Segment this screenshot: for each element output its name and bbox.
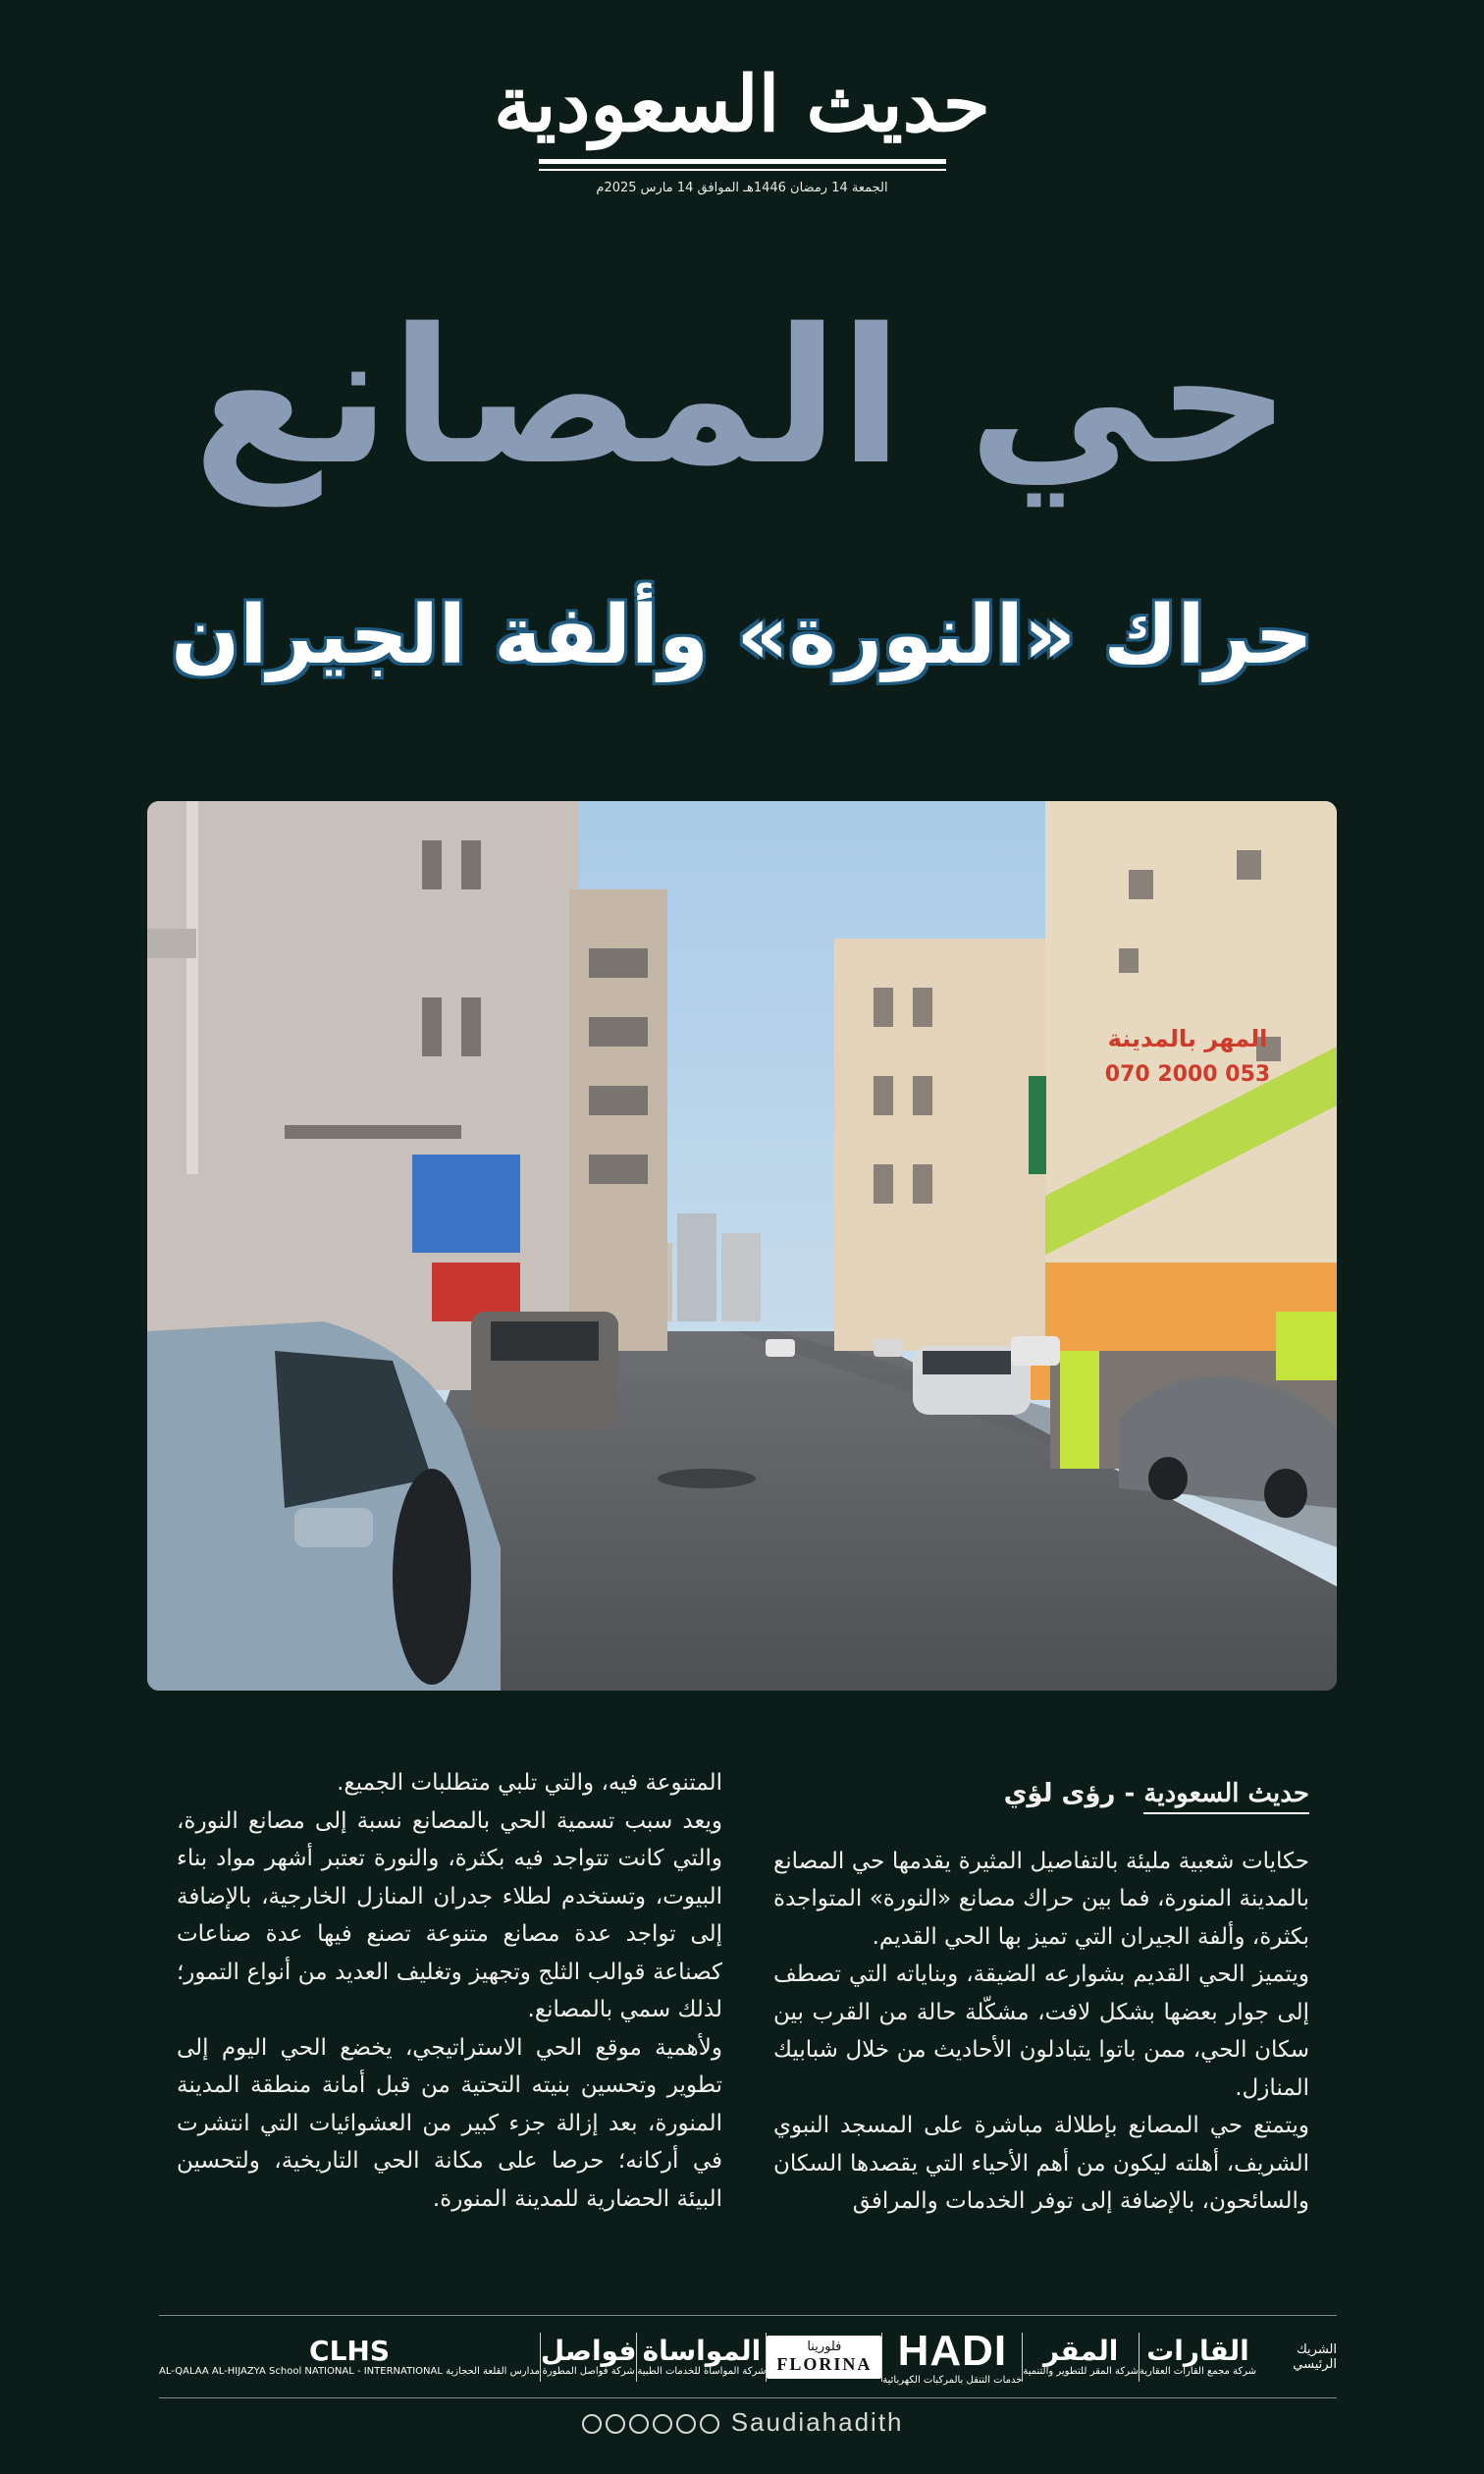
sponsor-divider: [766, 2333, 767, 2382]
headline: حي المصانع: [192, 289, 1292, 506]
sponsor-divider: [636, 2333, 637, 2382]
main-partner-label: الشريك الرئيسي: [1293, 2342, 1337, 2372]
sponsor-divider: [540, 2333, 541, 2382]
byline: [773, 1775, 1309, 1813]
paragraph: ويتمتع حي المصانع بإطلالة مباشرة على المسجد النبوي الشريف، أهلته ليكون من أهم الأحياء التي يقصدها السكان والسائحون، بالإضافة إلى توفر الخدمات والمرافق: [773, 2113, 1309, 2214]
sponsor-logo-florina: فلورينا FLORINA: [767, 2336, 881, 2378]
byline-author: - رؤى لؤي: [1003, 1779, 1144, 1808]
sponsor-logo-almouwasat: المواساة شركة المواساة للخدمات الطبية: [637, 2334, 767, 2378]
sponsor-logo-almaqar: المقر شركة المقر للتطوير والتنمية: [1023, 2334, 1139, 2378]
globe-icon[interactable]: [582, 2414, 602, 2434]
x-icon[interactable]: [629, 2414, 649, 2434]
byline-brand: حديث السعودية: [1143, 1779, 1309, 1814]
social-handle[interactable]: [0, 2407, 1484, 2438]
sponsor-logo-alqalaa-school: CLHS مدارس القلعة الحجازية AL-QALAA AL-HIJAZYA School NATIONAL - INTERNATIONAL: [159, 2334, 540, 2378]
paragraph: ويتميز الحي القديم بشوارعه الضيقة، وبناياته التي تصطف إلى جوار بعضها بشكل لافت، مشكّلة حالة من القرب بين سكان الحي، ممن باتوا يتبادلون الأحاديث من خلال شبابيك المنازل.: [773, 1962, 1309, 2101]
sponsor-divider: [1022, 2333, 1023, 2382]
sponsors-divider-bottom: [159, 2397, 1337, 2398]
subheadline: حراك «النورة» وألفة الجيران: [171, 589, 1313, 682]
masthead-rule: [539, 159, 946, 164]
masthead: [0, 59, 1484, 195]
youtube-icon[interactable]: [653, 2414, 672, 2434]
sponsor-logo-alqarat: القارات شركة مجمع القارات العقارية: [1139, 2334, 1257, 2378]
shop-sign-text: المهر بالمدينة: [1107, 1025, 1268, 1052]
sponsor-divider: [881, 2333, 882, 2382]
sponsors-bar: [159, 2323, 1337, 2392]
paragraph: المتنوعة فيه، والتي تلبي متطلبات الجميع.: [337, 1770, 722, 1796]
masthead-logo: حديث السعودية: [494, 60, 990, 149]
article-column-right: [773, 1775, 1309, 2221]
street-photo: [147, 801, 1337, 1691]
social-handle-text[interactable]: Saudiahadith: [730, 2407, 904, 2437]
paragraph: ولأهمية موقع الحي الاستراتيجي، يخضع الحي اليوم إلى تطوير وتحسين بنيته التحتية من قبل أمانة منطقة المدينة المنورة، بعد إزالة جزء كبير من العشوائيات التي انتشرت في أركانه؛ حرصا على مكانة الحي التاريخية، ولتحسين البيئة الحضارية للمدينة المنورة.: [177, 2034, 722, 2212]
issue-date: الجمعة 14 رمضان 1446هـ الموافق 14 مارس 2025م: [596, 180, 888, 195]
instagram-icon[interactable]: [606, 2414, 625, 2434]
sponsor-divider: [1139, 2333, 1140, 2382]
article-column-left: [177, 1764, 722, 2218]
paragraph: حكايات شعبية مليئة بالتفاصيل المثيرة يقدمها حي المصانع بالمدينة المنورة، فما بين حراك مصانع «النورة» المتواجدة بكثرة، وألفة الجيران التي تميز بها الحي القديم.: [773, 1848, 1309, 1950]
sponsors-divider-top: [159, 2315, 1337, 2316]
shop-sign-number: 053 2000 070: [1104, 1062, 1271, 1087]
sponsor-logo-fawasel: فواصل شركة فواصل المطورة: [540, 2334, 637, 2378]
paragraph: ويعد سبب تسمية الحي بالمصانع نسبة إلى مصانع النورة، والتي كانت تتواجد فيه بكثرة، والنورة تعتبر أشهر مواد بناء البيوت، وتستخدم لطلاء جدران المنازل الخارجية، بالإضافة إلى تواجد عدة مصانع متنوعة تصنع فيها عدة صناعات كصناعة قوالب الثلج وتجهيز وتغليف العديد من أنواع التمور؛ لذلك سمي بالمصانع.: [177, 1807, 722, 2022]
sponsor-logo-hadi: HADI خدمات التنقل بالمركبات الكهربائية: [882, 2326, 1023, 2387]
snapchat-icon[interactable]: [676, 2414, 696, 2434]
threads-icon[interactable]: [700, 2414, 719, 2434]
masthead-rule-thin: [539, 169, 946, 171]
